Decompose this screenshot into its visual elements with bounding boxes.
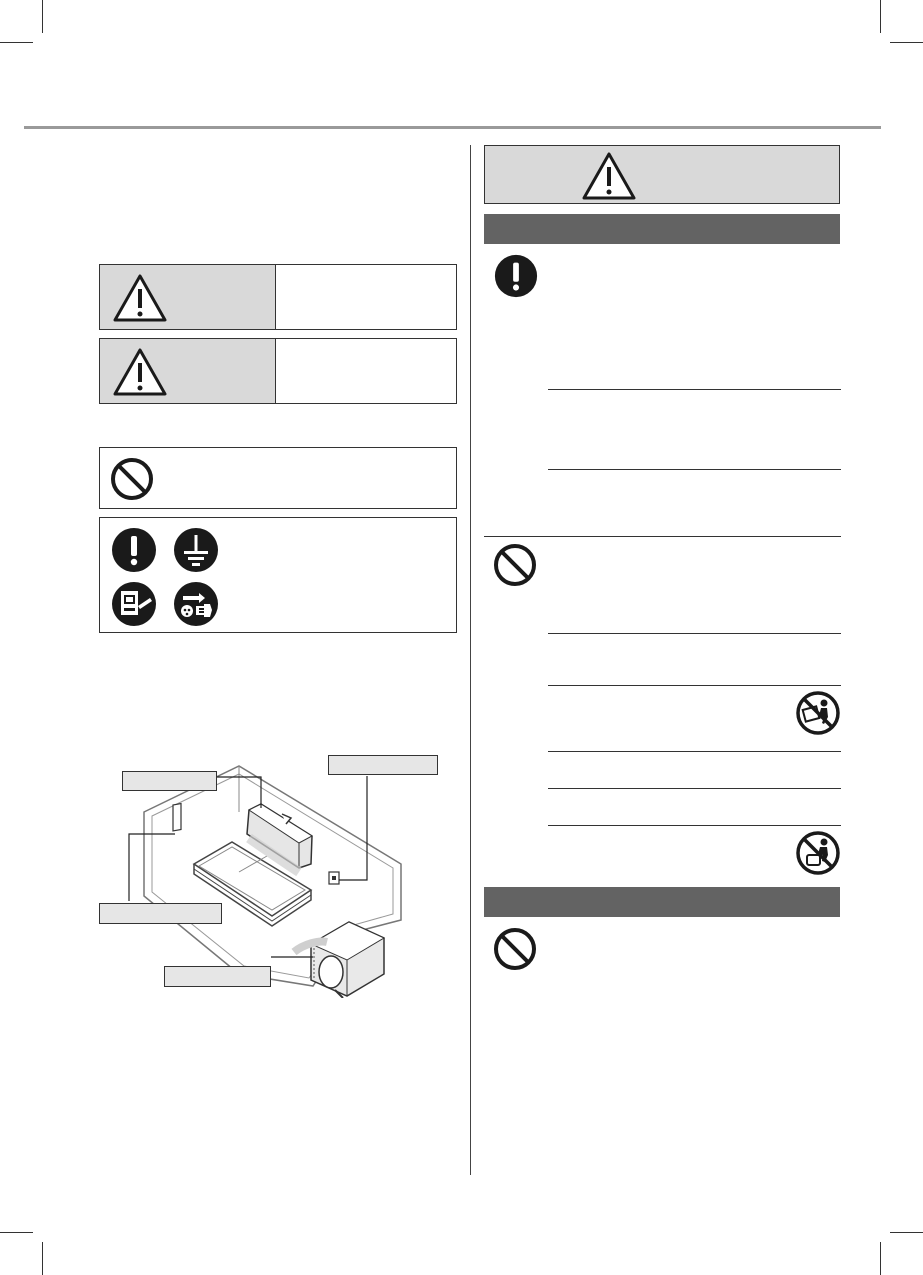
item-divider — [548, 751, 841, 752]
no-children-climbing-icon — [795, 690, 841, 736]
remote-control-label — [99, 903, 222, 924]
no-touching-unit-icon — [795, 830, 841, 876]
item-divider — [548, 825, 841, 826]
prohibition-icon — [492, 542, 538, 588]
crop-mark — [880, 0, 881, 33]
warning-triangle-icon — [112, 273, 168, 323]
warning-triangle-icon — [112, 347, 168, 397]
mandatory-action-icon — [493, 253, 539, 299]
indoor-unit-label — [122, 771, 217, 791]
earth-ground-icon — [172, 526, 220, 574]
section-bar-1 — [484, 214, 840, 244]
item-divider — [548, 788, 841, 789]
unplug-power-icon — [172, 580, 220, 628]
caution-legend-row — [99, 338, 457, 404]
crop-mark — [890, 1232, 923, 1233]
crop-mark — [880, 1242, 881, 1275]
group-divider — [484, 536, 841, 537]
outdoor-unit-label — [164, 966, 271, 987]
mandatory-action-icon — [110, 526, 158, 574]
crop-mark — [42, 0, 43, 33]
crop-mark — [890, 42, 923, 43]
prohibition-icon — [109, 456, 155, 502]
warning-legend-row — [99, 264, 457, 330]
item-divider — [548, 685, 841, 686]
item-divider — [548, 469, 841, 470]
section-bar-2 — [484, 887, 840, 917]
column-divider — [470, 145, 471, 1175]
power-plug-label — [328, 755, 438, 775]
warning-triangle-icon — [581, 151, 637, 201]
item-divider — [548, 389, 841, 390]
safety-header-box — [484, 145, 840, 204]
mandatory-symbol-legend — [99, 517, 457, 633]
item-divider — [548, 633, 841, 634]
switch-off-breaker-icon — [110, 580, 158, 628]
crop-mark — [42, 1242, 43, 1275]
prohibited-symbol-legend — [99, 447, 457, 509]
prohibition-icon — [492, 926, 538, 972]
crop-mark — [0, 1232, 33, 1233]
header-rule — [24, 126, 881, 129]
crop-mark — [0, 42, 33, 43]
